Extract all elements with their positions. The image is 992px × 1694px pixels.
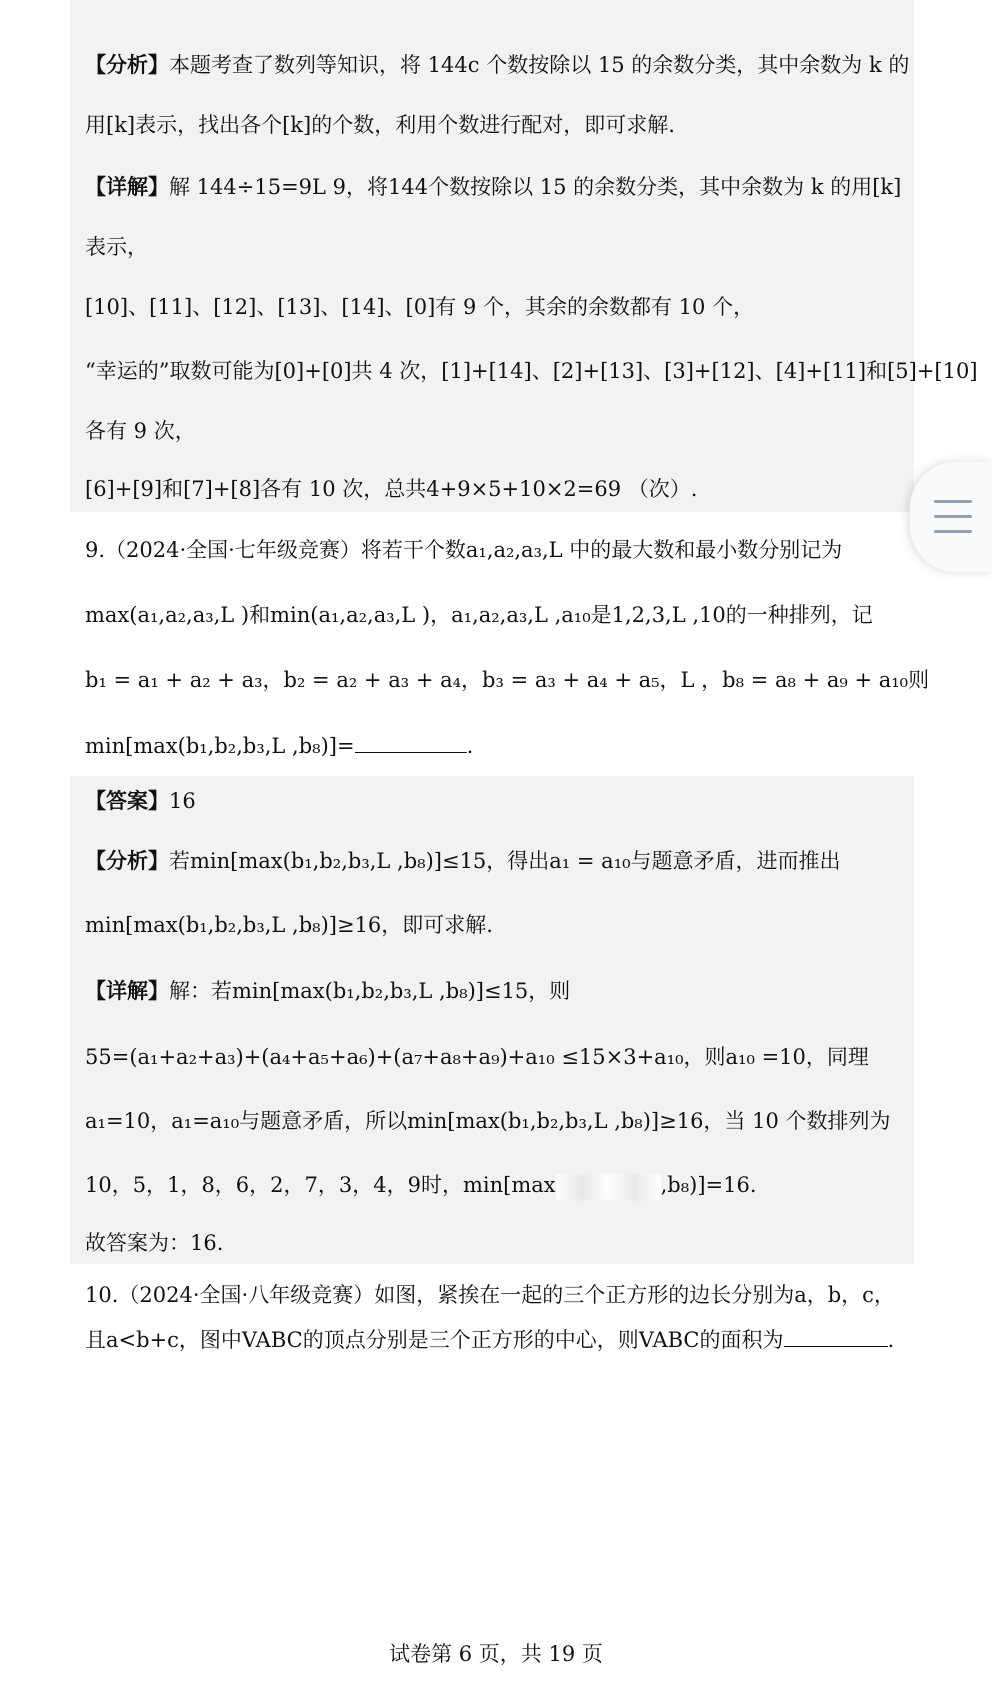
question-10-period: . bbox=[887, 1328, 895, 1352]
detail-line-5: 各有 9 次， bbox=[85, 419, 196, 443]
analysis2-text-1: 若min[max(b₁,b₂,b₃,L ,b₈)]≤15，得出a₁ = a₁₀与题意矛盾，进而推出 bbox=[169, 849, 841, 873]
answer-value: 16 bbox=[169, 789, 196, 813]
detail2-line-3: a₁=10，a₁=a₁₀与题意矛盾，所以min[max(b₁,b₂,b₃,L ,b₈)]≥16，当 10 个数排列为 bbox=[85, 1109, 891, 1133]
analysis2-line-1 bbox=[85, 846, 922, 876]
detail2-text-1: 解：若min[max(b₁,b₂,b₃,L ,b₈)]≤15，则 bbox=[169, 979, 571, 1003]
answer-line bbox=[85, 786, 922, 816]
question-10-line-1: 10.（2024·全国·八年级竞赛）如图，紧挨在一起的三个正方形的边长分别为a，b，c， bbox=[85, 1283, 895, 1307]
detail-line-3: [10]、[11]、[12]、[13]、[14]、[0]有 9 个，其余的余数都有 10 个， bbox=[85, 295, 755, 319]
analysis-line-1 bbox=[85, 50, 922, 80]
detail2-line-2: 55=(a₁+a₂+a₃)+(a₄+a₅+a₆)+(a₇+a₈+a₉)+a₁₀ ≤15×3+a₁₀，则a₁₀ =10，同理 bbox=[85, 1045, 869, 1069]
analysis-tag: 【分析】 bbox=[85, 52, 169, 77]
detail2-text-4b: ,b₈)]=16. bbox=[660, 1173, 757, 1197]
detail2-line-4 bbox=[85, 1170, 922, 1200]
answer-blank-10 bbox=[784, 1324, 888, 1347]
question-9-line-1: 9.（2024·全国·七年级竞赛）将若干个数a₁,a₂,a₃,L 中的最大数和最小数分别记为 bbox=[85, 538, 843, 562]
analysis2-line-2: min[max(b₁,b₂,b₃,L ,b₈)]≥16，即可求解. bbox=[85, 913, 493, 937]
question-9-line-2: max(a₁,a₂,a₃,L )和min(a₁,a₂,a₃,L )，a₁,a₂,a₃,L ,a₁₀是1,2,3,L ,10的一种排列，记 bbox=[85, 603, 873, 627]
conclusion-line: 故答案为：16. bbox=[85, 1231, 224, 1255]
detail-line-4: “幸运的”取数可能为[0]+[0]共 4 次，[1]+[14]、[2]+[13]、[3]+[12]、[4]+[11]和[5]+[10] bbox=[85, 359, 978, 383]
detail2-tag: 【详解】 bbox=[85, 978, 169, 1003]
analysis-text-1: 本题考查了数列等知识，将 144c 个数按除以 15 的余数分类，其中余数为 k 的 bbox=[169, 53, 910, 77]
blurred-region bbox=[556, 1174, 661, 1200]
answer-tag: 【答案】 bbox=[85, 788, 169, 813]
answer-blank-9 bbox=[355, 730, 467, 753]
detail2-line-1 bbox=[85, 976, 922, 1006]
detail-line-2: 表示， bbox=[85, 235, 148, 259]
detail-line-1 bbox=[85, 172, 922, 202]
page-footer: 试卷第 6 页，共 19 页 bbox=[389, 1642, 603, 1666]
detail-line-6: [6]+[9]和[7]+[8]各有 10 次，总共4+9×5+10×2=69 （次）. bbox=[85, 477, 698, 501]
analysis-line-2: 用[k]表示，找出各个[k]的个数，利用个数进行配对，即可求解. bbox=[85, 113, 675, 137]
question-9-line-4 bbox=[85, 730, 922, 761]
analysis2-tag: 【分析】 bbox=[85, 848, 169, 873]
detail-text-1: 解 144÷15=9L 9，将144个数按除以 15 的余数分类，其中余数为 k 的用[k] bbox=[169, 175, 902, 199]
question-9-line-3: b₁ = a₁ + a₂ + a₃，b₂ = a₂ + a₃ + a₄，b₃ = a₃ + a₄ + a₅，L ，b₈ = a₈ + a₉ + a₁₀则 bbox=[85, 668, 930, 692]
question-9-period: . bbox=[466, 734, 474, 758]
question-10-line-2 bbox=[85, 1324, 922, 1355]
detail-tag: 【详解】 bbox=[85, 174, 169, 199]
question-10-text: 且a<b+c，图中VABC的顶点分别是三个正方形的中心，则VABC的面积为 bbox=[85, 1328, 784, 1352]
question-9-expression: min[max(b₁,b₂,b₃,L ,b₈)]= bbox=[85, 734, 355, 758]
side-menu-button[interactable] bbox=[910, 462, 992, 572]
detail2-text-4a: 10，5，1，8，6，2，7，3，4，9时，min[max bbox=[85, 1173, 556, 1197]
